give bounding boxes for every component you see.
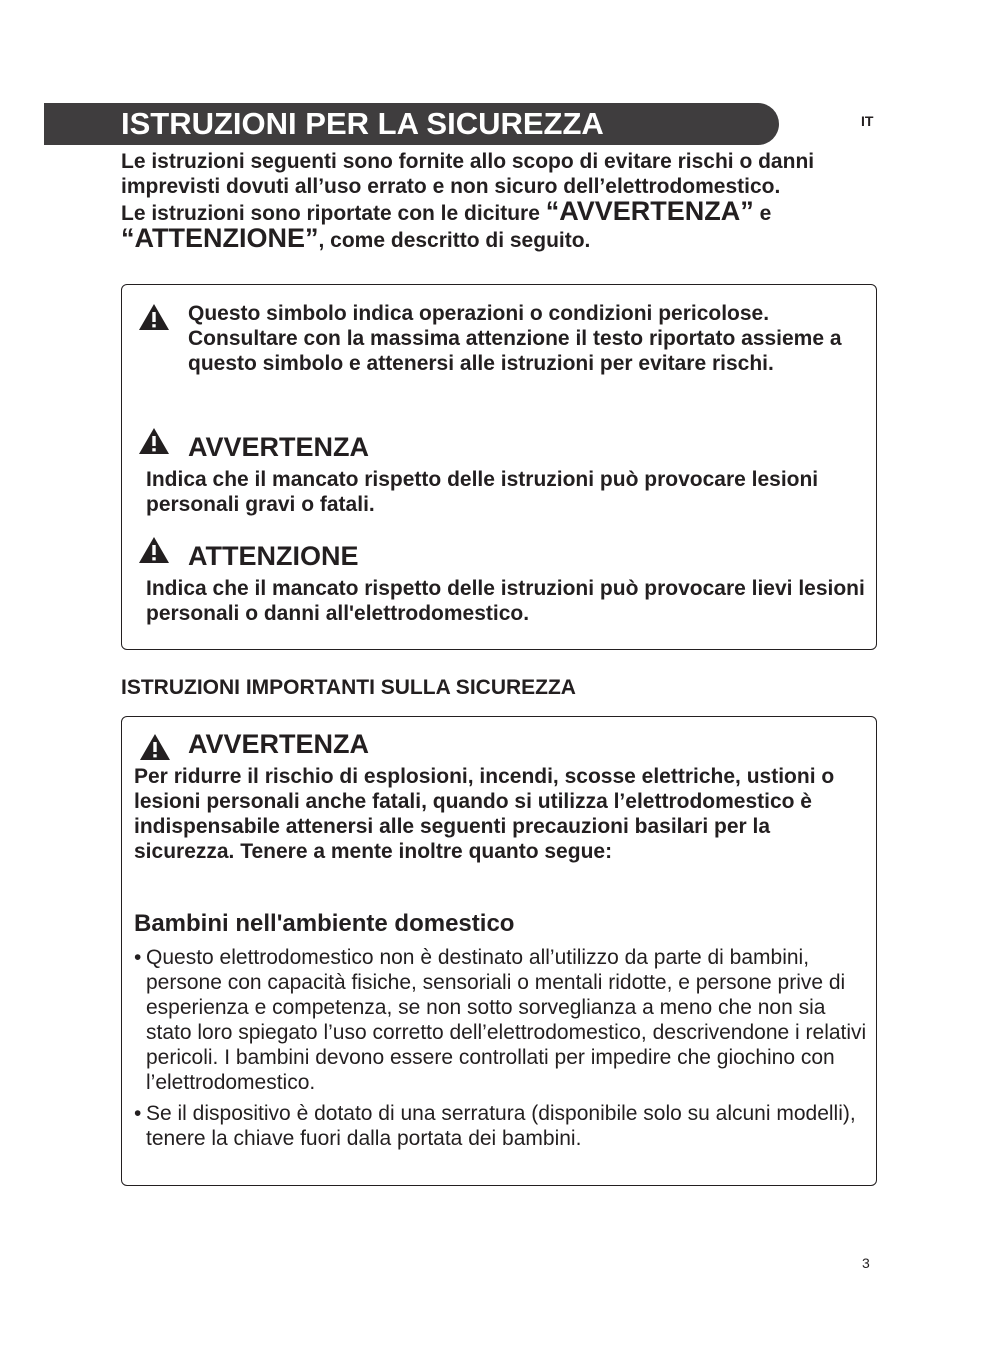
warning-triangle-icon: [138, 427, 170, 455]
warning-triangle-icon: [139, 733, 171, 761]
intro-line2-mid: e: [753, 202, 772, 225]
important-warning-heading: AVVERTENZA: [188, 729, 370, 759]
caution-description: Indica che il mancato rispetto delle istruzioni può provocare lievi lesioni personali o danni all'elettrodomestico.: [146, 577, 865, 625]
warning-triangle-icon: [138, 536, 170, 564]
list-item: • Se il dispositivo è dotato di una serratura (disponibile solo su alcuni modelli), tenere la chiave fuori dalla portata dei bambini.: [134, 1101, 869, 1151]
symbol-description: Questo simbolo indica operazioni o condizioni pericolose. Consultare con la massima attenzione il testo riportato assieme a questo simbolo e attenersi alle istruzioni per evitare rischi.: [188, 302, 842, 375]
keyword-caution: “ATTENZIONE”: [121, 223, 319, 253]
page-number: 3: [862, 1255, 870, 1271]
section-title: ISTRUZIONI IMPORTANTI SULLA SICUREZZA: [121, 676, 576, 699]
intro-line2: [121, 196, 881, 253]
intro-line1: Le istruzioni seguenti sono fornite allo scopo di evitare rischi o danni imprevisti dovuti all’uso errato e non sicuro dell’elettrodomestico.: [121, 150, 815, 198]
warning-heading: AVVERTENZA: [188, 432, 370, 462]
list-item: • Questo elettrodomestico non è destinato all’utilizzo da parte di bambini, persone con capacità fisiche, sensoriali o mentali ridotte, e persone prive di esperienza e competenza, se non sotto sorveglianza a meno che non sia stato loro spiegato l’uso corretto dell’elettrodomestico, descrivendone i relativi pericoli. I bambini devono essere controllati per impedire che giochino con l’elettrodomestico.: [134, 945, 869, 1095]
intro-line2-post: , come descritto di seguito.: [318, 229, 591, 252]
keyword-warning: “AVVERTENZA”: [545, 196, 754, 226]
intro-line2-pre: Le istruzioni sono riportate con le diciture: [121, 202, 546, 225]
language-code: IT: [861, 113, 874, 129]
warning-description: Indica che il mancato rispetto delle istruzioni può provocare lesioni personali gravi o fatali.: [146, 468, 819, 516]
children-subheading: Bambini nell'ambiente domestico: [134, 910, 515, 937]
bullet-list: [134, 945, 869, 1157]
intro-paragraph: [121, 149, 881, 253]
page-title: ISTRUZIONI PER LA SICUREZZA: [121, 106, 604, 141]
caution-heading: ATTENZIONE: [188, 541, 359, 571]
warning-triangle-icon: [138, 303, 170, 331]
important-warning-text: Per ridurre il rischio di esplosioni, incendi, scosse elettriche, ustioni o lesioni personali anche fatali, quando si utilizza l’elettrodomestico è indispensabile attenersi alle seguenti precauzioni basilari per la sicurezza. Tenere a mente inoltre quanto segue:: [134, 765, 835, 863]
